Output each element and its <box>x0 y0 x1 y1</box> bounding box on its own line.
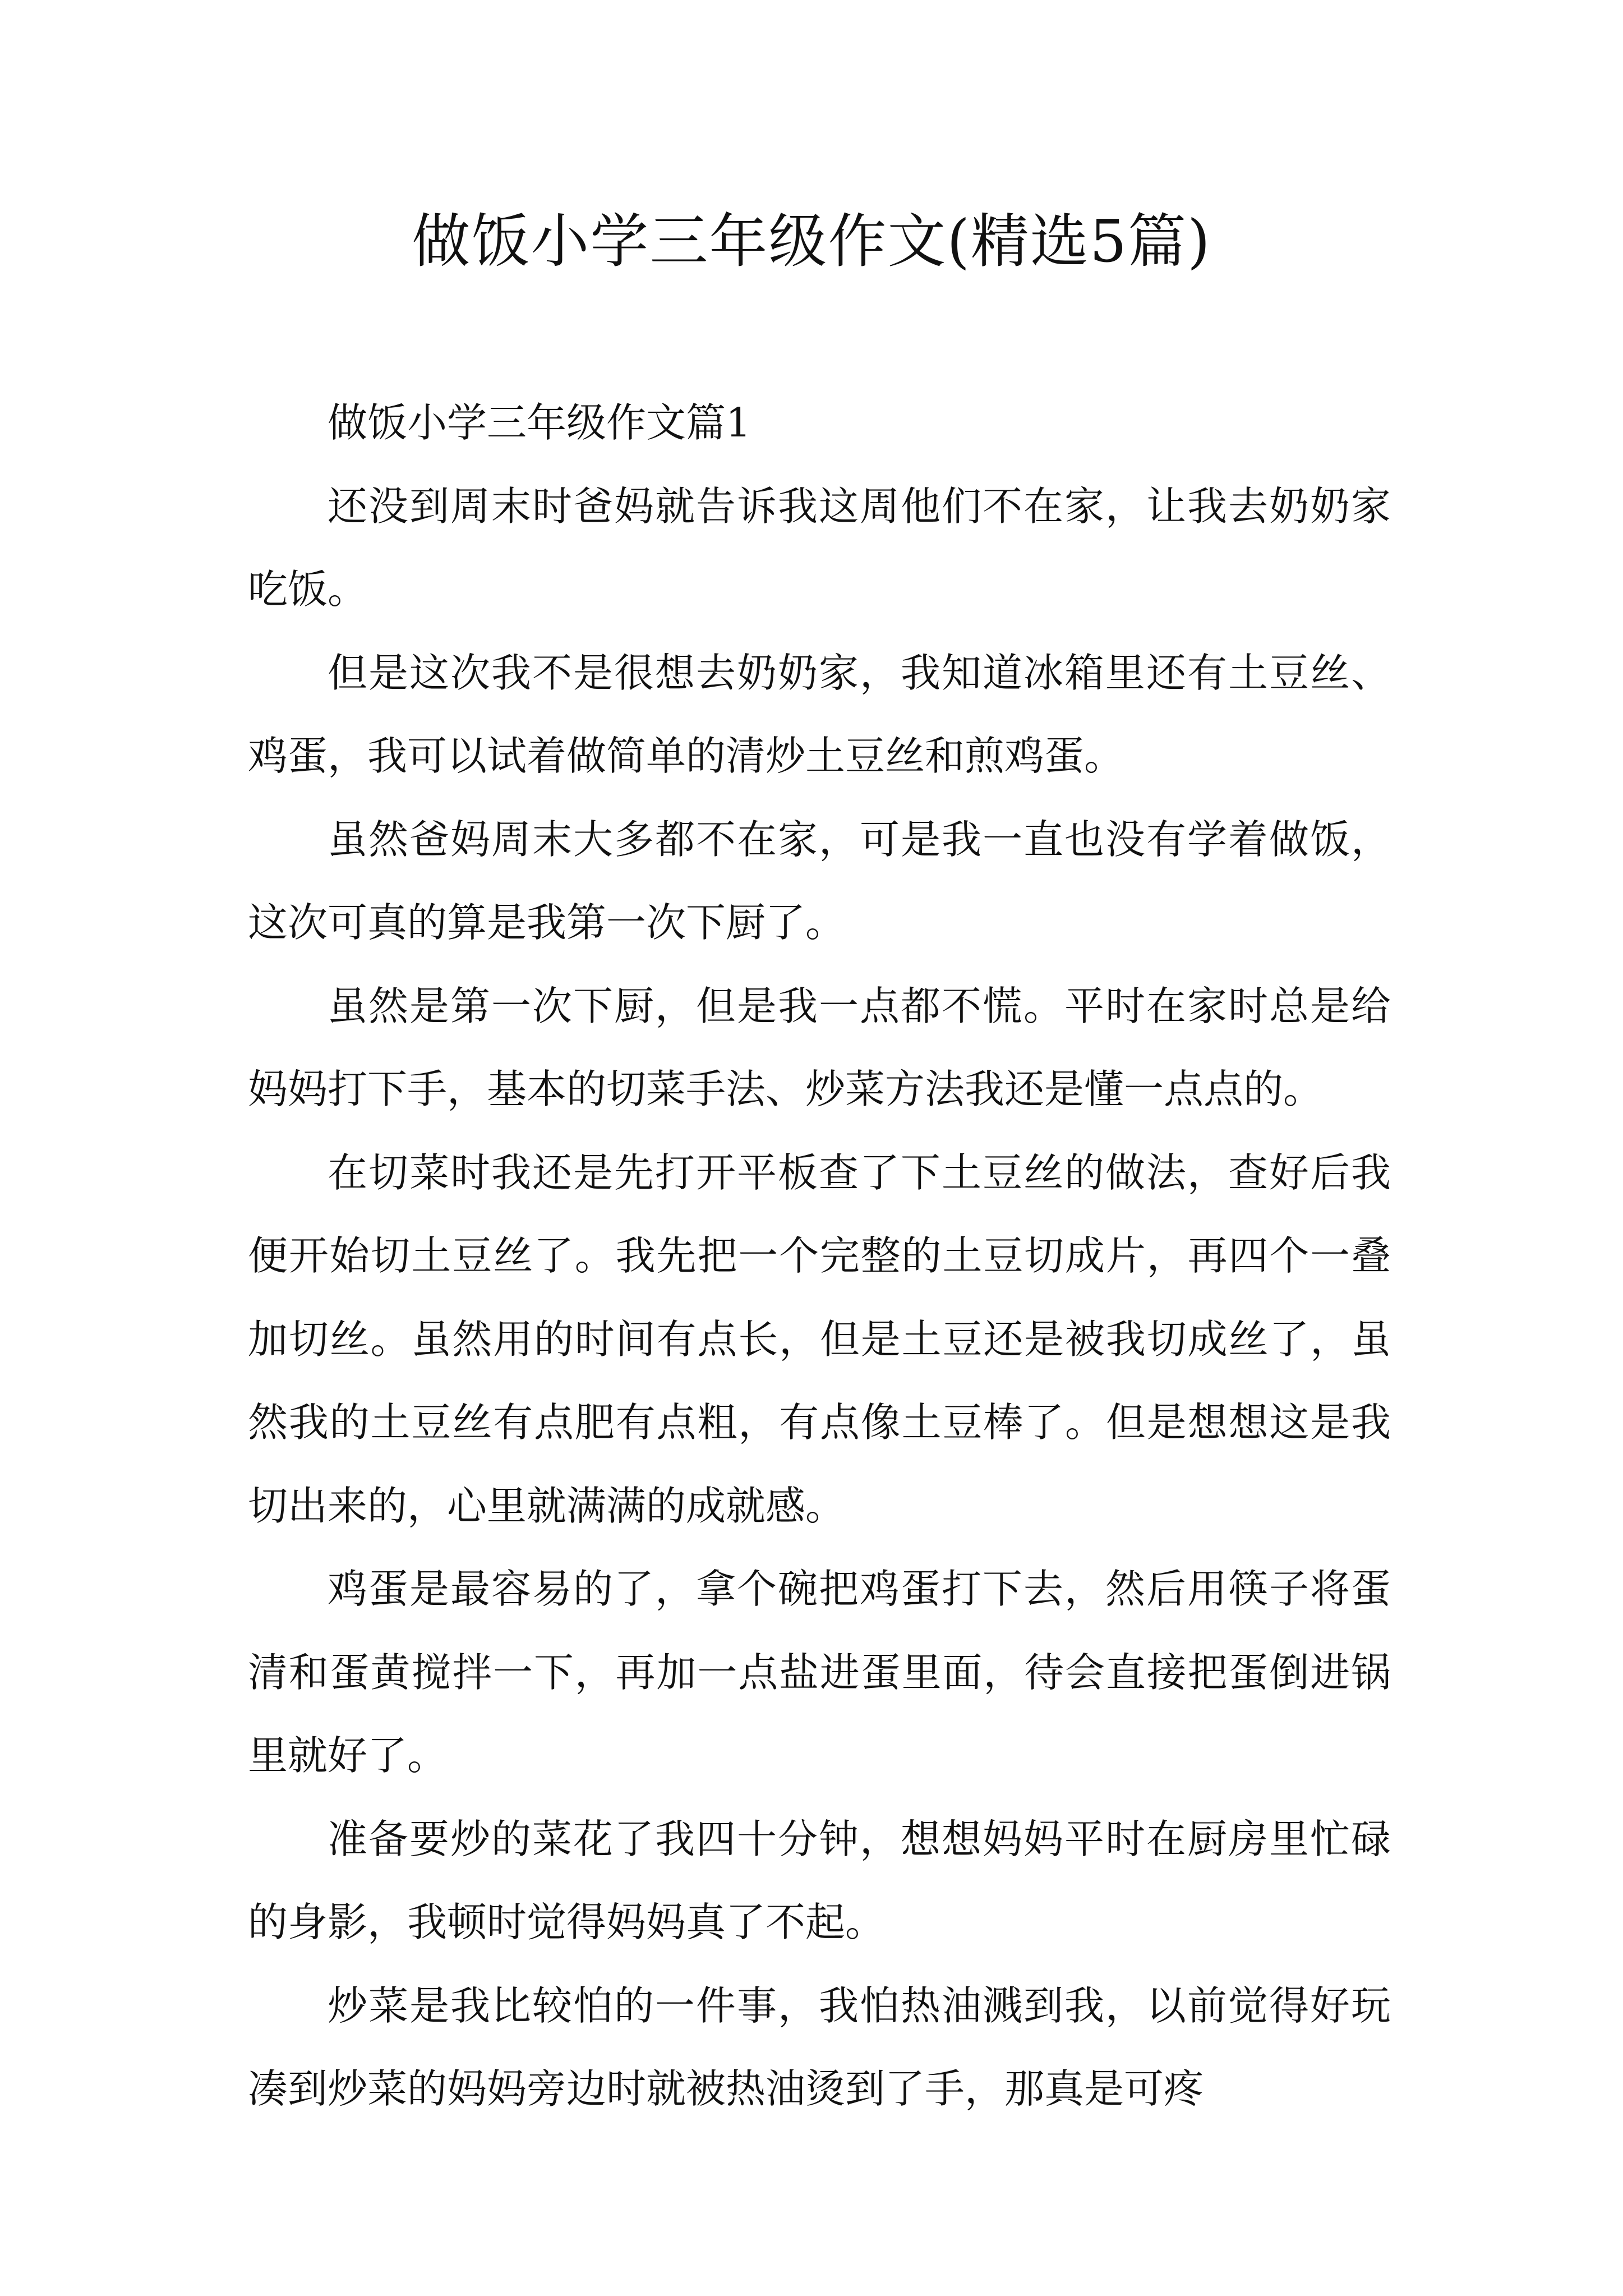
paragraph: 准备要炒的菜花了我四十分钟，想想妈妈平时在厨房里忙碌的身影，我顿时觉得妈妈真了不起。 <box>248 1815 1391 1945</box>
paragraph: 虽然爸妈周末大多都不在家，可是我一直也没有学着做饭，这次可真的算是我第一次下厨了。 <box>248 816 1391 946</box>
paragraph: 在切菜时我还是先打开平板查了下土豆丝的做法，查好后我便开始切土豆丝了。我先把一个完整的土豆切成片，再四个一叠加切丝。虽然用的时间有点长，但是土豆还是被我切成丝了，虽然我的土豆丝有点肥有点粗，有点像土豆棒了。但是想想这是我切出来的，心里就满满的成就感。 <box>248 1149 1391 1529</box>
section-heading: 做饭小学三年级作文篇1 <box>328 399 751 446</box>
document-title: 做饭小学三年级作文(精选5篇) <box>412 207 1211 275</box>
paragraph: 虽然是第一次下厨，但是我一点都不慌。平时在家时总是给妈妈打下手，基本的切菜手法、炒菜方法我还是懂一点点的。 <box>248 982 1391 1112</box>
paragraph: 还没到周末时爸妈就告诉我这周他们不在家，让我去奶奶家吃饭。 <box>248 482 1391 613</box>
paragraph: 鸡蛋是最容易的了，拿个碗把鸡蛋打下去，然后用筷子将蛋清和蛋黄搅拌一下，再加一点盐进蛋里面，待会直接把蛋倒进锅里就好了。 <box>248 1566 1391 1779</box>
paragraph: 炒菜是我比较怕的一件事，我怕热油溅到我，以前觉得好玩凑到炒菜的妈妈旁边时就被热油烫到了手，那真是可疼 <box>248 1982 1391 2112</box>
document-body <box>248 381 1391 2131</box>
paragraph: 但是这次我不是很想去奶奶家，我知道冰箱里还有土豆丝、鸡蛋，我可以试着做简单的清炒土豆丝和煎鸡蛋。 <box>248 649 1391 779</box>
